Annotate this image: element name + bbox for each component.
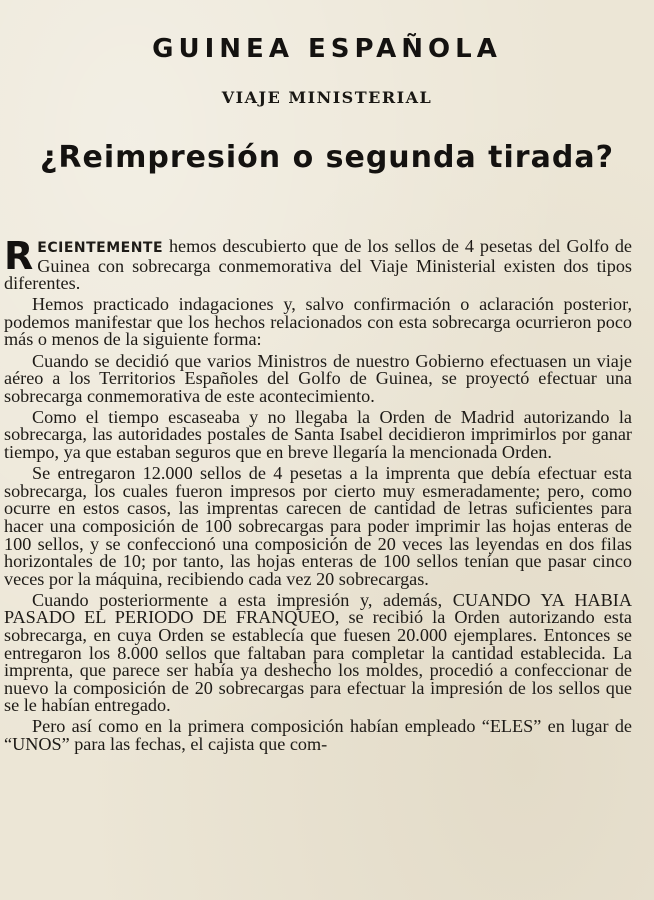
article-kicker: VIAJE MINISTERIAL xyxy=(221,88,433,107)
article-headline: ¿Reimpresión o segunda tirada? xyxy=(40,140,614,175)
paragraph-1 xyxy=(4,234,633,294)
article-body xyxy=(4,234,633,757)
lead-word: ECIENTEMENTE xyxy=(37,240,164,256)
paragraph-7: Pero así como en la primera composición habían empleado “ELES” en lugar de “UNOS” para las fechas, el cajista que com- xyxy=(4,716,632,755)
paragraph-1-text: hemos descubierto que de los sellos de 4 pesetas del Golfo de Guinea con sobrecarga conmemorativa del Viaje Ministerial existen dos tipos diferentes. xyxy=(4,236,633,294)
paragraph-6: Cuando posteriormente a esta impresión y, además, CUANDO YA HABIA PASADO EL PERIODO DE FRANQUEO, se recibió la Orden autorizando esta sobrecarga, en cuya Orden se establecía que fuesen 20.000 ejemplares. Entonces se entregaron los 8.000 sellos que faltaban para completar la cantidad establecida. La imprenta, que parece ser había ya deshecho los moldes, procedió a confeccionar de nuevo la composición de 20 sobrecargas para efectuar la impresión de los sellos que se le habían entregado. xyxy=(4,589,632,716)
paragraph-5: Se entregaron 12.000 sellos de 4 pesetas a la imprenta que debía efectuar esta sobrecarga, los cuales fueron impresos por cierto muy esmeradamente; pero, como ocurre en estos casos, las imprentas carecen de cantidad de letras suficientes para hacer una composición de 100 sobrecargas para poder imprimir las hojas enteras de 100 sellos, y se confeccionó una composición de 20 veces las leyendas en dos filas horizontales de 10; por tanto, las hojas enteras de 100 sellos tenían que pasar cinco veces por la máquina, recibiendo cada vez 20 sobrecargas. xyxy=(4,463,632,589)
paragraph-3: Cuando se decidió que varios Ministros de nuestro Gobierno efectuasen un viaje aéreo a los Territorios Españoles del Golfo de Guinea, se proyectó efectuar una sobrecarga conmemorativa de este acontecimiento. xyxy=(4,350,632,406)
section-title: GUINEA ESPAÑOLA xyxy=(152,34,502,64)
drop-cap: R xyxy=(4,234,34,278)
paragraph-2: Hemos practicado indagaciones y, salvo confirmación o aclaración posterior, podemos manifestar que los hechos relacionados con esta sobrecarga ocurrieron poco más o menos de la siguiente forma: xyxy=(4,294,632,350)
paragraph-4: Como el tiempo escaseaba y no llegaba la Orden de Madrid autorizando la sobrecarga, las autoridades postales de Santa Isabel decidieron imprimirlos por ganar tiempo, ya que estaban seguros que en breve llegaría la mencionada Orden. xyxy=(4,406,632,463)
